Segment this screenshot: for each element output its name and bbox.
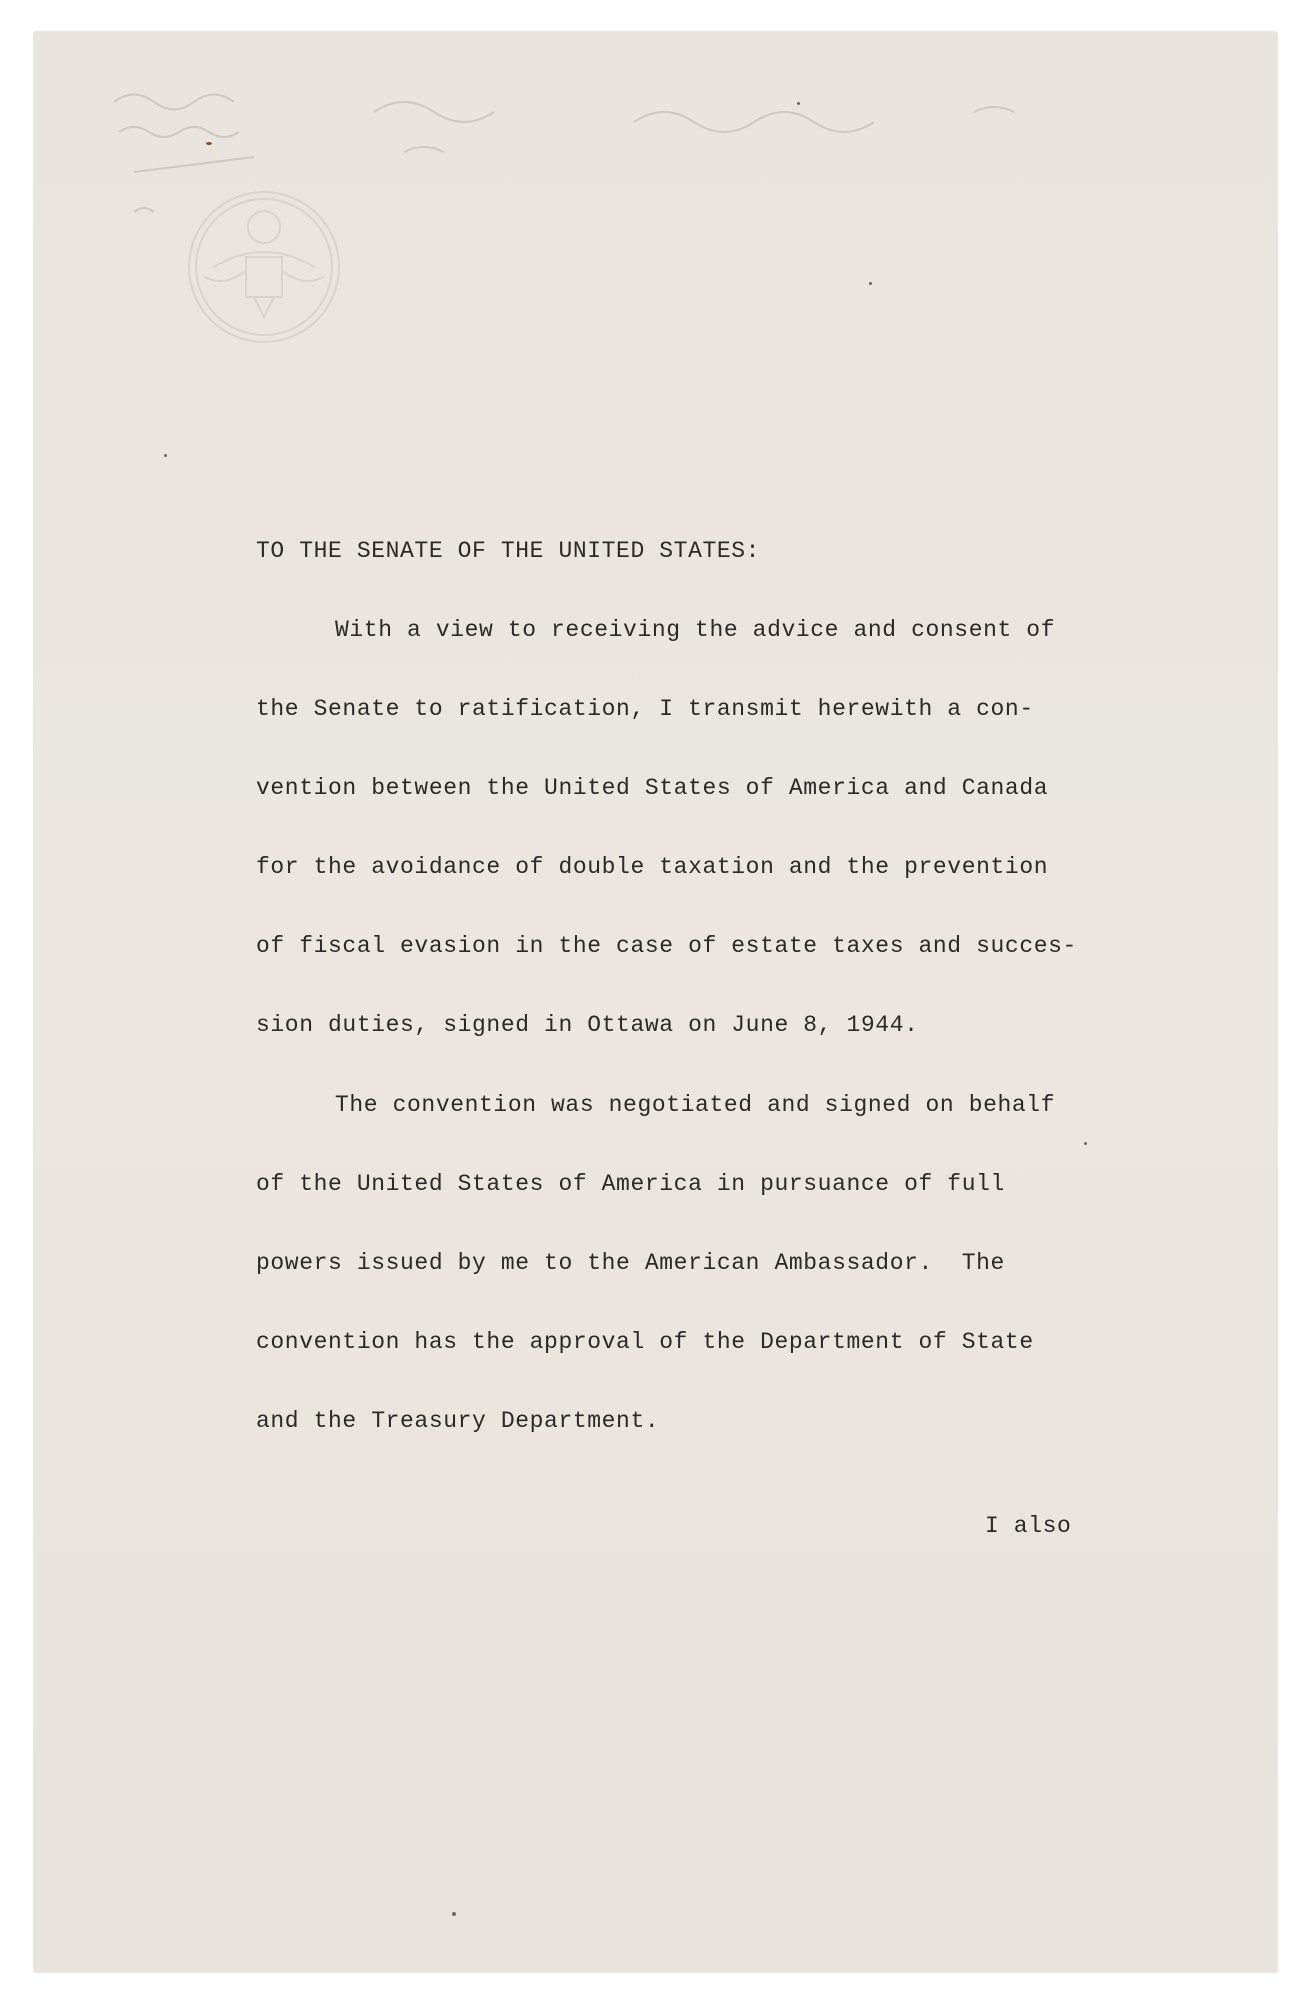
body-line: With a view to receiving the advice and consent of: [335, 617, 1056, 643]
typed-letter: [34, 32, 1277, 1972]
document-page: [34, 32, 1277, 1972]
body-line: The convention was negotiated and signed on behalf: [335, 1092, 1056, 1118]
salutation: TO THE SENATE OF THE UNITED STATES:: [256, 538, 761, 564]
body-line: vention between the United States of America and Canada: [256, 775, 1049, 801]
body-line: the Senate to ratification, I transmit herewith a con-: [256, 696, 1034, 722]
body-line: convention has the approval of the Department of State: [256, 1329, 1034, 1355]
body-line: powers issued by me to the American Ambassador. The: [256, 1250, 1005, 1276]
body-line: of the United States of America in pursuance of full: [256, 1171, 1005, 1197]
body-line: and the Treasury Department.: [256, 1408, 660, 1434]
body-line: of fiscal evasion in the case of estate taxes and succes-: [256, 933, 1077, 959]
body-line: for the avoidance of double taxation and the prevention: [256, 854, 1049, 880]
continuation-catchword: I also: [985, 1513, 1072, 1539]
body-line: sion duties, signed in Ottawa on June 8, 1944.: [256, 1012, 919, 1038]
